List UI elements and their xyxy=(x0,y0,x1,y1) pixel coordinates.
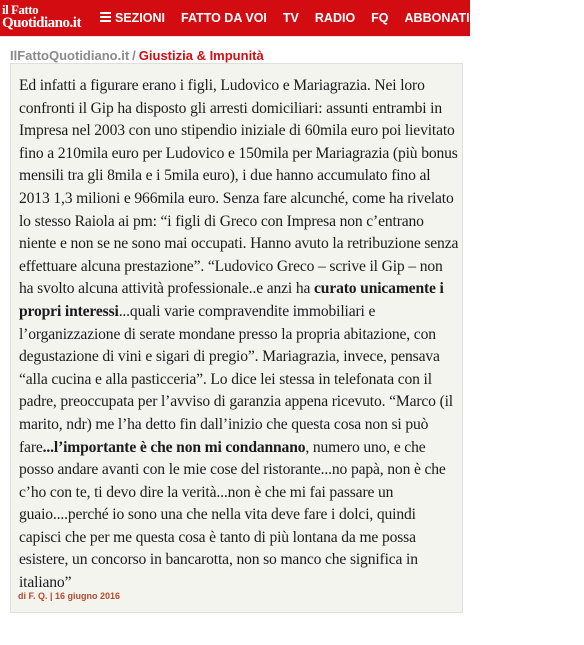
nav-fatto-social[interactable]: FATTO SOCIA xyxy=(485,11,569,25)
main-nav xyxy=(115,0,584,36)
body-bold-2: ...l’importante è che non mi condannano xyxy=(42,438,306,456)
body-text-2: ...quali varie compravendite immobiliari e l’organizzazione di serate mondane presso la propria abitazione, con degustazione di vini e sigari di pregio”. Mariagrazia, invece, pensava “alla cucina e alla pasticceria”. Lo dice lei stessa in telefonata con il padre, preoccupata per l’avviso di garanzia appena ricevuto. “Marco (il marito, ndr) me l’ha detto fin dall’inizio che questa cosa non si può fare xyxy=(19,302,453,456)
breadcrumb-site[interactable]: IlFattoQuotidiano.it xyxy=(10,48,130,63)
nav-sezioni[interactable]: SEZIONI xyxy=(115,11,166,25)
article-box xyxy=(10,63,463,613)
nav-fatto-da-voi[interactable]: FATTO DA VOI xyxy=(181,11,267,25)
header-divider xyxy=(0,36,470,37)
breadcrumb-section[interactable]: Giustizia & Impunità xyxy=(138,48,264,63)
breadcrumb-separator: / xyxy=(132,48,136,63)
body-text-3: , numero uno, e che posso andare avanti con le mie cose del ristorante...no papà, non è che c’ho con te, ti devo dire la verità...non è che mi fai passare un guaio....perché io sono una che nella vita deve fare i dolci, quindi capisci che per me questa cosa è tanto di più lontana da me possa esistere, un concorso in bancarotta, non so manco che significa in italiano” xyxy=(19,438,446,592)
nav-tv[interactable]: TV xyxy=(282,11,299,25)
logo-line-1: il Fatto xyxy=(2,2,39,17)
menu-icon[interactable] xyxy=(100,12,111,23)
nav-abbonati[interactable]: ABBONATI xyxy=(404,11,470,25)
breadcrumb xyxy=(10,48,264,63)
article-byline: di F. Q. | 16 giugno 2016 xyxy=(18,591,121,601)
nav-fq[interactable]: FQ xyxy=(371,11,389,25)
article-body xyxy=(19,75,459,595)
logo-line-2: Quotidiano.it xyxy=(2,15,81,31)
top-nav-bar xyxy=(0,0,569,36)
site-logo[interactable] xyxy=(2,3,98,33)
body-bold-1: curato unicamente i propri interessi xyxy=(19,280,444,320)
nav-radio[interactable]: RADIO xyxy=(314,11,356,25)
body-text-1: Ed infatti a figurare erano i figli, Ludovico e Mariagrazia. Nei loro confronti il Gip ha disposto gli arresti domiciliari: assunti entrambi in Impresa nel 2003 con uno stipendio iniziale di 60mila euro poi lievitato fino a 210mila euro per Ludovico e 150mila per Mariagrazia (più bonus mensili tra gli 8mila e i 5mila euro), i due hanno accumulato fino al 2013 1,3 milioni e 966mila euro. Senza fare alcunché, come ha rivelato lo stesso Raiola ai pm: “i figli di Greco con Impresa non c’entrano niente e non se ne sono mai occupati. Hanno avuto la retribuzione senza effettuare alcuna prestazione”. “Ludovico Greco – scrive il Gip – non ha svolto alcuna attività professionale..e anzi ha xyxy=(19,77,459,298)
